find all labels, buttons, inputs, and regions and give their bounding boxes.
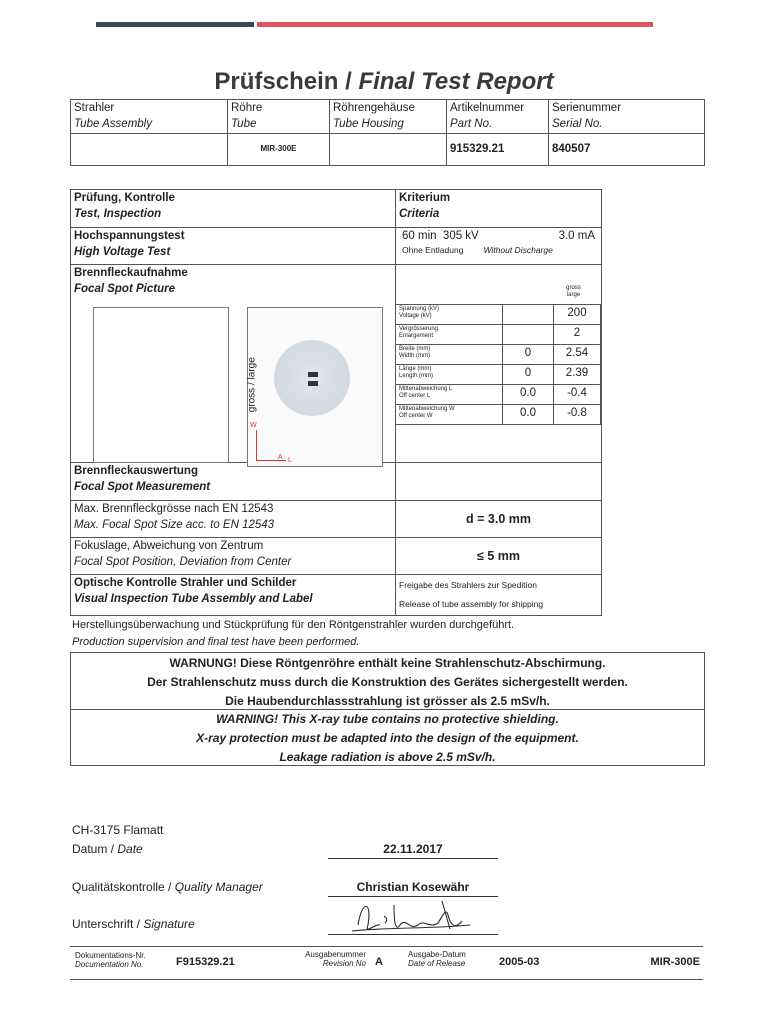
criteria-head: Kriterium Criteria <box>396 190 602 228</box>
production-note: Herstellungsüberwachung und Stückprüfung für den Röntgenstrahler wurden durchgeführt. Production supervision and final test have been performed. <box>72 619 515 648</box>
footer <box>70 946 703 980</box>
focal-spot-image <box>247 307 383 467</box>
header-bar-red <box>257 22 653 27</box>
revision: A <box>375 956 383 968</box>
header-cell: Strahler Tube Assembly <box>71 100 228 134</box>
header-bar-dark <box>96 22 254 27</box>
page-title: Prüfschein / Final Test Report <box>214 68 554 95</box>
doc-no: F915329.21 <box>176 956 235 968</box>
part-no-value: 915329.21 <box>447 134 549 166</box>
header-cell: Röhre Tube <box>228 100 330 134</box>
qm-label: Qualitätskontrolle / Quality Manager <box>72 880 263 894</box>
release-date: 2005-03 <box>499 956 540 968</box>
release-date-label: Ausgabe-Datum Date of Release <box>408 950 466 969</box>
tube-value: MIR-300E <box>228 134 330 166</box>
focal-values-cell <box>396 265 602 463</box>
focal-spot-mark <box>308 372 318 377</box>
position-label: Fokuslage, Abweichung von Zentrum Focal Spot Position, Deviation from Center <box>71 538 396 575</box>
header-cell: Serienummer Serial No. <box>549 100 705 134</box>
date-value: 22.11.2017 <box>328 842 498 859</box>
date-label: Datum / Date <box>72 842 143 856</box>
hv-test-criteria: 60 min 305 kV 3.0 mA Ohne Entladung Without Discharge <box>396 228 602 265</box>
qm-name: Christian Kosewähr <box>328 880 498 897</box>
axis-l-label: L <box>288 457 292 464</box>
focal-spot-mark <box>308 381 318 386</box>
value-cell <box>330 134 447 166</box>
model: MIR-300E <box>650 956 700 968</box>
hv-test-label: Hochspannungstest High Voltage Test <box>71 228 396 265</box>
max-size-label: Max. Brennfleckgrösse nach EN 12543 Max. Focal Spot Size acc. to EN 12543 <box>71 501 396 538</box>
visual-label: Optische Kontrolle Strahler und Schilder Visual Inspection Tube Assembly and Label <box>71 575 396 616</box>
focal-values-table: Spannung (kV) Voltage (kV) 200 Vergrösserung Enlargement 2 Breite (mm) Width (mm) 0 2.54 Länge (mm) Length (mm) 0 2.39 Mittenabweichung L Off center L 0.0 -0.4 Mittenabweichung W Off center W 0.0 -0.8 <box>396 304 601 425</box>
inspection-table <box>70 189 602 616</box>
col-header: gross large <box>566 285 581 298</box>
signature <box>350 895 475 937</box>
warning-box <box>70 652 705 766</box>
doc-no-label: Dokumentations-Nr. Documentation No. <box>75 951 146 970</box>
position-value: ≤ 5 mm <box>396 538 602 575</box>
signature-label: Unterschrift / Signature <box>72 917 195 931</box>
measurement-label: Brennfleckauswertung Focal Spot Measurement <box>71 463 396 501</box>
focal-spot-disc <box>274 340 350 416</box>
header-cell: Artikelnummer Part No. <box>447 100 549 134</box>
header-cell: Röhrengehäuse Tube Housing <box>330 100 447 134</box>
inspection-head: Prüfung, Kontrolle Test, Inspection <box>71 190 396 228</box>
identification-table <box>70 99 705 166</box>
serial-no-value: 840507 <box>549 134 705 166</box>
visual-criteria: Freigabe des Strahlers zur Spedition Release of tube assembly for shipping <box>396 575 602 616</box>
rev-label: Ausgabenummer Revision No <box>305 950 366 969</box>
location: CH-3175 Flamatt <box>72 823 164 837</box>
axis-a-label: A <box>278 454 283 461</box>
measurement-blank <box>396 463 602 501</box>
focal-picture-cell: Brennfleckaufnahme Focal Spot Picture gross / large W A L <box>71 265 396 463</box>
max-size-value: d = 3.0 mm <box>396 501 602 538</box>
axis-w-line <box>256 430 257 460</box>
warning-de: WARNUNG! Diese Röntgenröhre enthält keine Strahlenschutz-Abschirmung. Der Strahlenschutz muss durch die Konstruktion des Gerätes sichergestellt werden. Die Haubendurchlassstrahlung ist grösser als 2.5 mSv/h. <box>71 653 704 710</box>
value-cell <box>71 134 228 166</box>
warning-en: WARNING! This X-ray tube contains no protective shielding. X-ray protection must be adapted into the design of the equipment. Leakage radiation is above 2.5 mSv/h. <box>196 712 579 764</box>
axis-w-label: W <box>250 422 257 429</box>
axis-label: gross / large <box>246 357 258 413</box>
blank-picture-frame <box>93 307 229 463</box>
